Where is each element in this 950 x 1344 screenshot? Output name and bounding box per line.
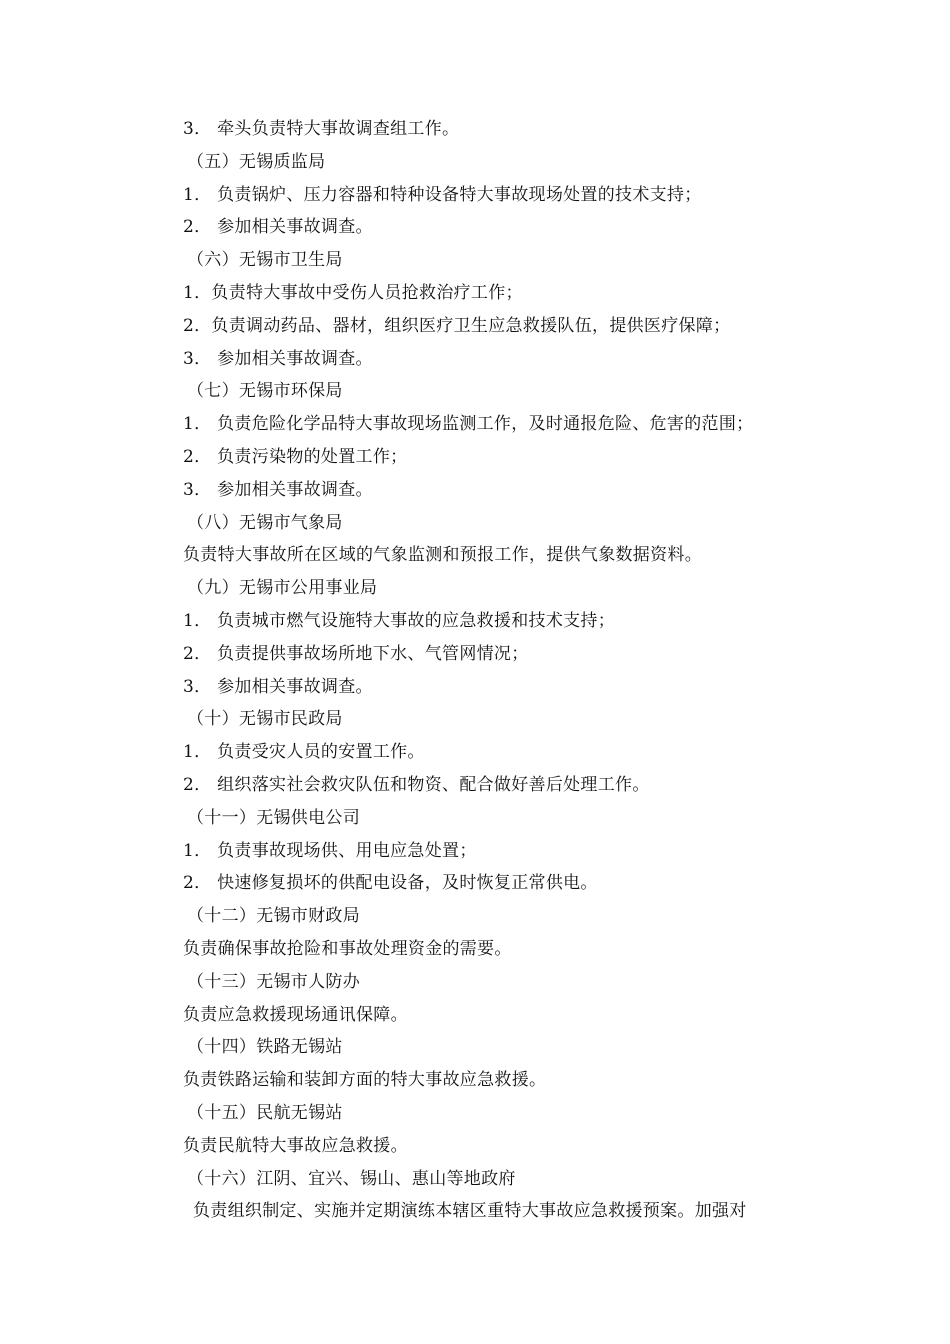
list-item: 3． 参加相关事故调查。 [183,676,373,697]
list-item: 2．负责调动药品、器材，组织医疗卫生应急救援队伍，提供医疗保障； [183,315,731,336]
section-heading: （十一）无锡供电公司 [187,807,360,828]
list-item: 1． 负责锅炉、压力容器和特种设备特大事故现场处置的技术支持； [183,184,702,205]
paragraph: 负责民航特大事故应急救援。 [183,1135,408,1156]
list-item: 1． 负责事故现场供、用电应急处置； [183,840,477,861]
paragraph: 负责应急救援现场通讯保障。 [183,1004,408,1025]
list-item: 2． 组织落实社会救灾队伍和物资、配合做好善后处理工作。 [183,774,650,795]
paragraph: 负责确保事故抢险和事故处理资金的需要。 [183,938,512,959]
list-item: 2． 参加相关事故调查。 [183,217,373,238]
list-item: 3． 牵头负责特大事故调查组工作。 [183,119,460,139]
section-heading: （十四）铁路无锡站 [187,1037,343,1058]
list-item: 1． 负责受灾人员的安置工作。 [183,742,425,763]
paragraph: 负责特大事故所在区域的气象监测和预报工作，提供气象数据资料。 [183,545,702,566]
list-item: 1． 负责城市燃气设施特大事故的应急救援和技术支持； [183,610,616,631]
section-heading: （十）无锡市民政局 [187,709,343,730]
section-heading: （十五）民航无锡站 [187,1102,343,1123]
list-item: 3． 参加相关事故调查。 [183,348,373,369]
paragraph: 负责组织制定、实施并定期演练本辖区重特大事故应急救援预案。加强对 [193,1201,747,1222]
section-heading: （八）无锡市气象局 [187,512,343,533]
document-page [183,113,823,1228]
section-heading: （九）无锡市公用事业局 [187,578,378,599]
section-heading: （五）无锡质监局 [187,151,326,172]
section-heading: （六）无锡市卫生局 [187,250,343,271]
list-item: 2． 负责污染物的处置工作； [183,446,408,467]
list-item: 2． 快速修复损坏的供配电设备，及时恢复正常供电。 [183,873,598,894]
list-item: 1． 负责危险化学品特大事故现场监测工作，及时通报危险、危害的范围； [183,414,754,435]
list-item: 2． 负责提供事故场所地下水、气管网情况； [183,643,529,664]
list-item: 3． 参加相关事故调查。 [183,479,373,500]
section-heading: （七）无锡市环保局 [187,381,343,402]
list-item: 1．负责特大事故中受伤人员抢救治疗工作； [183,282,523,303]
section-heading: （十六）江阴、宜兴、锡山、惠山等地政府 [187,1168,516,1189]
section-heading: （十三）无锡市人防办 [187,971,360,992]
paragraph: 负责铁路运输和装卸方面的特大事故应急救援。 [183,1070,547,1091]
section-heading: （十二）无锡市财政局 [187,906,360,927]
